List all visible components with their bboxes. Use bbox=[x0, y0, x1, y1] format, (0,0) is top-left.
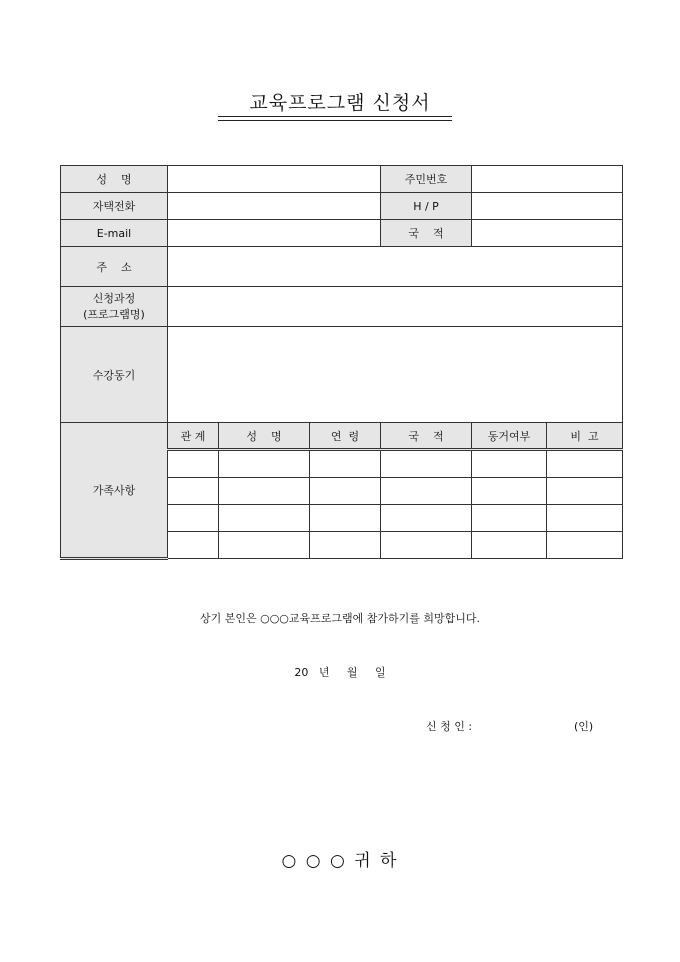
home-phone-field[interactable] bbox=[168, 193, 381, 220]
family-header-name: 성 명 bbox=[219, 423, 310, 450]
mobile-label: H / P bbox=[381, 193, 472, 220]
name-field[interactable] bbox=[168, 166, 381, 193]
declaration-text: 상기 본인은 ○○○교육프로그램에 참가하기를 희망합니다. bbox=[199, 612, 481, 625]
family-cell[interactable] bbox=[219, 532, 310, 559]
family-cell[interactable] bbox=[219, 450, 310, 478]
title-underline-double bbox=[218, 120, 452, 121]
family-header-remarks: 비 고 bbox=[547, 423, 623, 450]
family-header-age: 연 령 bbox=[310, 423, 381, 450]
family-cell[interactable] bbox=[168, 450, 219, 478]
course-label-line1: 신청과정 bbox=[92, 291, 136, 305]
family-cell[interactable] bbox=[310, 505, 381, 532]
resident-number-label: 주민번호 bbox=[381, 166, 472, 193]
application-form-table bbox=[60, 165, 623, 560]
home-phone-label: 자택전화 bbox=[61, 193, 168, 220]
family-label: 가족사항 bbox=[61, 423, 168, 559]
title-underline bbox=[218, 116, 452, 117]
name-label: 성 명 bbox=[61, 166, 168, 193]
family-cell[interactable] bbox=[472, 450, 547, 478]
email-label: E-mail bbox=[61, 220, 168, 247]
seal-label: (인) bbox=[574, 720, 594, 733]
family-cell[interactable] bbox=[547, 478, 623, 505]
address-label: 주 소 bbox=[61, 247, 168, 287]
email-field[interactable] bbox=[168, 220, 381, 247]
family-header-nationality: 국 적 bbox=[381, 423, 472, 450]
family-cell[interactable] bbox=[310, 532, 381, 559]
resident-number-field[interactable] bbox=[472, 166, 623, 193]
family-cell[interactable] bbox=[381, 478, 472, 505]
address-field[interactable] bbox=[168, 247, 623, 287]
family-cell[interactable] bbox=[168, 478, 219, 505]
mobile-field[interactable] bbox=[472, 193, 623, 220]
family-cell[interactable] bbox=[547, 505, 623, 532]
family-cell[interactable] bbox=[310, 450, 381, 478]
course-label-line2: (프로그램명) bbox=[83, 307, 145, 321]
family-cell[interactable] bbox=[219, 505, 310, 532]
motivation-label: 수강동기 bbox=[61, 327, 168, 423]
nationality-label: 국 적 bbox=[381, 220, 472, 247]
family-cell[interactable] bbox=[547, 450, 623, 478]
family-cell[interactable] bbox=[381, 450, 472, 478]
family-cell[interactable] bbox=[472, 532, 547, 559]
date-line: 20 년 월 일 bbox=[294, 666, 386, 679]
family-cell[interactable] bbox=[547, 532, 623, 559]
family-cell[interactable] bbox=[381, 532, 472, 559]
family-cell[interactable] bbox=[310, 478, 381, 505]
family-header-cohabit: 동거여부 bbox=[472, 423, 547, 450]
family-cell[interactable] bbox=[381, 505, 472, 532]
family-cell[interactable] bbox=[472, 478, 547, 505]
course-label bbox=[61, 287, 168, 327]
family-cell[interactable] bbox=[168, 505, 219, 532]
course-field[interactable] bbox=[168, 287, 623, 327]
family-cell[interactable] bbox=[168, 532, 219, 559]
motivation-field[interactable] bbox=[168, 327, 623, 423]
nationality-field[interactable] bbox=[472, 220, 623, 247]
applicant-label: 신 청 인 : bbox=[426, 720, 473, 733]
form-title: 교육프로그램 신청서 bbox=[249, 92, 431, 114]
family-cell[interactable] bbox=[219, 478, 310, 505]
addressee-text: ○ ○ ○ 귀 하 bbox=[281, 851, 399, 871]
family-cell[interactable] bbox=[472, 505, 547, 532]
family-header-relation: 관 계 bbox=[168, 423, 219, 450]
